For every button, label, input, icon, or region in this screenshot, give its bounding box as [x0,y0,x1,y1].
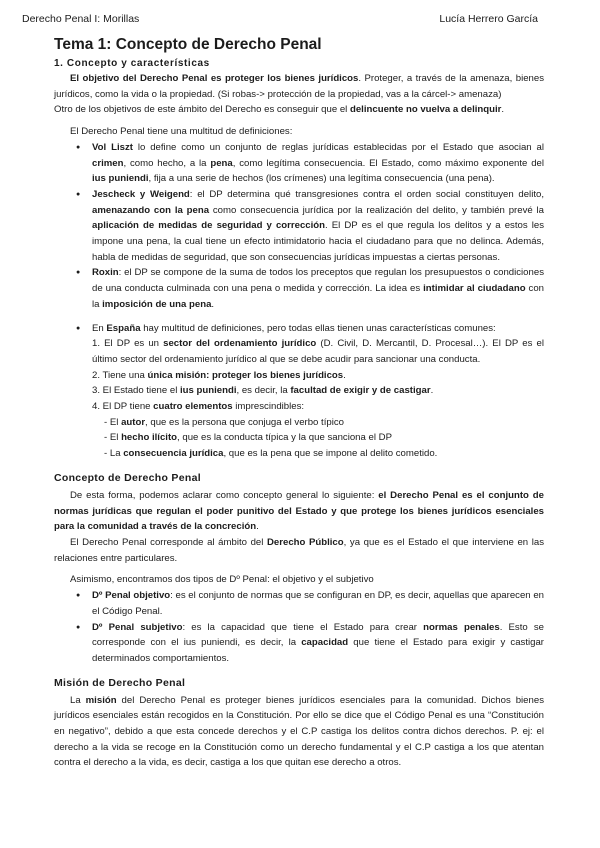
section-heading-mision: Misión de Derecho Penal [54,676,186,689]
types-list [54,588,544,667]
paragraph-objetivo: El objetivo del Derecho Penal es proteger los bienes jurídicos. Proteger, a través de la amenaza, bienes jurídicos, como la vida o la propiedad. (Si robas-> protección de la propiedad, vas a la cárcel-> amenaza) [54,73,545,100]
list-item-roxin: ● Roxin: el DP se compone de la suma de todos los preceptos que regulan los presupuestos o condiciones de una conducta culminada con una pena o medida y corrección. La idea es intimidar al ciudadano con la imposición de una pena. [54,265,544,312]
section-heading-concepto: Concepto de Derecho Penal [54,471,201,484]
characteristic-2: 2. Tiene una única misión: proteger los bienes jurídicos. [92,369,346,381]
paragraph-definiciones: El Derecho Penal tiene una multitud de definiciones: [70,126,293,138]
characteristic-3: 3. El Estado tiene el ius puniendi, es decir, la facultad de exigir y de castigar. [92,385,434,397]
paragraph-derecho-publico: El Derecho Penal corresponde al ámbito del Derecho Público, ya que es el Estado el que interviene en las relaciones entre particulares. [54,536,545,564]
paragraph-mision: La misión del Derecho Penal es proteger bienes jurídicos esenciales para la comunidad. Dichos bienes jurídicos esenciales están recogidos en la Constitución. Por ello se dice que el Código Penal es una “Constitución en negativo”, debido a que esta concede derechos y el C.P castiga los delitos contra dichos derechos. P. ej: el derecho a la vida se recoge en la Constitución como un derecho fundamental y el C.P castiga a los que atentan contra el derecho a la vida, es decir, castiga a los que quitan ese derecho a otros. [54,694,544,769]
header-author: Lucía Herrero García [439,13,538,25]
element-autor: - El autor, que es la persona que conjuga el verbo típico [104,416,344,428]
list-item-jescheck: ● Jescheck y Weigend: el DP determina qué transgresiones contra el orden social constituyen delito, amenazando con la pena como consecuencia jurídica por la realización del delito, y también prevé la aplicación de medidas de seguridad y corrección. El DP es el que regula los delitos y a estos les impone una pena, la cual tiene un efecto intimidatorio hacia el ciudadano para que no delinca. Además, habla de medidas de seguridad, que son consecuencias jurídicas impuestas a ciertas personas. [54,187,544,266]
list-item-espana: ● En España hay multitud de definiciones, pero todas ellas tienen unas características comunes: [54,321,544,337]
header-course: Derecho Penal I: Morillas [22,13,140,25]
section-heading-concepto-caracteristicas: 1. Concepto y características [54,58,210,69]
element-consecuencia: - La consecuencia jurídica, que es la pena que se impone al delito cometido. [104,448,438,460]
paragraph-delincuente: Otro de los objetivos de este ámbito del Derecho es conseguir que el delincuente no vuelva a delinquir. [54,104,505,116]
element-hecho-ilicito: - El hecho ilícito, que es la conducta típica y la que sanciona el DP [104,432,392,444]
list-item-subjetivo: ● Dº Penal subjetivo: es la capacidad que tiene el Estado para crear normas penales. Esto se corresponde con el ius puniendi, es decir, la capacidad que tiene el Estado para exigir y castigar determinados comportamientos. [54,620,544,667]
characteristic-1: 1. El DP es un sector del ordenamiento jurídico (D. Civil, D. Mercantil, D. Procesal…). El DP es el último sector del ordenamiento jurídico al que se debe acudir para sancionar una conducta. [92,338,544,365]
page-title: Tema 1: Concepto de Derecho Penal [54,36,322,53]
paragraph-tipos: Asimismo, encontramos dos tipos de Dº Penal: el objetivo y el subjetivo [70,574,374,586]
definitions-list [54,140,544,336]
list-item-objetivo: ● Dº Penal objetivo: es el conjunto de normas que se configuran en DP, es decir, aquellas que aparecen en el Código Penal. [54,588,544,619]
document-body [54,36,544,771]
list-item-liszt: ● Vol Liszt lo define como un conjunto de reglas jurídicas establecidas por el Estado que asocian al crimen, como hecho, a la pena, como legítima consecuencia. El Estado, como máximo exponente del ius puniendi, fija a una serie de hechos (los crímenes) una legítima consecuencia (una pena). [54,140,544,187]
paragraph-concepto-general: De esta forma, podemos aclarar como concepto general lo siguiente: el Derecho Penal es el conjunto de normas jurídicas que regulan el poder punitivo del Estado y que protege los bienes jurídicos esenciales para la comunidad a través de la concreción. [54,489,545,533]
characteristic-4: 4. El DP tiene cuatro elementos imprescindibles: [92,401,305,413]
